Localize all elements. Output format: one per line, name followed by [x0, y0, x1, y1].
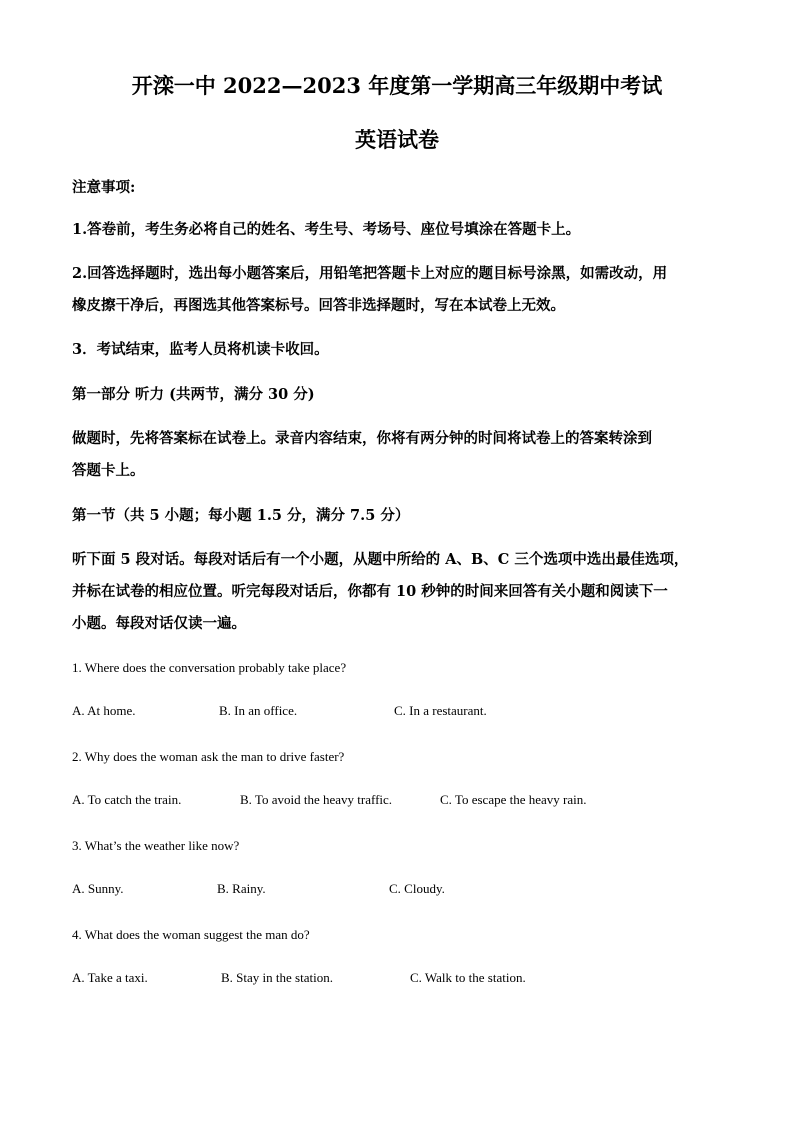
- section1-heading: 第一节（共 5 小题；每小题 1.5 分，满分 7.5 分）: [72, 507, 410, 524]
- question-2-option-c: C. To escape the heavy rain.: [440, 792, 587, 807]
- question-3-option-b: B. Rainy.: [217, 881, 266, 896]
- question-3-option-a: A. Sunny.: [72, 881, 124, 896]
- notice-item-1: 1.答卷前，考生务必将自己的姓名、考生号、考场号、座位号填涂在答题卡上。: [72, 221, 581, 238]
- question-1-stem: 1. Where does the conversation probably take place?: [72, 660, 347, 675]
- question-4-option-a: A. Take a taxi.: [72, 970, 148, 985]
- question-4-option-b: B. Stay in the station.: [221, 970, 333, 985]
- question-3-stem: 3. What’s the weather like now?: [72, 838, 240, 853]
- exam-title: 开滦一中 2022—2023 年度第一学期高三年级期中考试: [131, 73, 663, 98]
- section1-instruction-line-1: 听下面 5 段对话。每段对话后有一个小题，从题中所给的 A、B、C 三个选项中选出最佳选项，: [72, 551, 689, 568]
- exam-subtitle: 英语试卷: [355, 127, 439, 152]
- notice-item-3: 3．考试结束，监考人员将机读卡收回。: [72, 341, 329, 358]
- section1-instruction-line-2: 并标在试卷的相应位置。听完每段对话后，你都有 10 秒钟的时间来回答有关小题和阅读下一: [72, 583, 668, 600]
- question-4-stem: 4. What does the woman suggest the man do?: [72, 927, 310, 942]
- notice-item-2-line-1: 2.回答选择题时，选出每小题答案后，用铅笔把答题卡上对应的题目标号涂黑，如需改动，用: [72, 265, 668, 282]
- question-1-option-a: A. At home.: [72, 703, 136, 718]
- part1-instruction-line-1: 做题时，先将答案标在试卷上。录音内容结束，你将有两分钟的时间将试卷上的答案转涂到: [72, 430, 652, 447]
- question-2-stem: 2. Why does the woman ask the man to drive faster?: [72, 749, 345, 764]
- notice-heading: 注意事项:: [72, 179, 136, 196]
- part1-heading: 第一部分 听力 (共两节，满分 30 分): [72, 386, 315, 403]
- notice-item-2-line-2: 橡皮擦干净后，再图选其他答案标号。回答非选择题时，写在本试卷上无效。: [72, 297, 565, 314]
- question-2-option-b: B. To avoid the heavy traffic.: [240, 792, 393, 807]
- question-3-option-c: C. Cloudy.: [389, 881, 445, 896]
- question-1-option-b: B. In an office.: [219, 703, 298, 718]
- section1-instruction-line-3: 小题。每段对话仅读一遍。: [72, 615, 246, 632]
- part1-instruction-line-2: 答题卡上。: [72, 462, 145, 479]
- question-1-option-c: C. In a restaurant.: [394, 703, 487, 718]
- question-4-option-c: C. Walk to the station.: [410, 970, 526, 985]
- question-2-option-a: A. To catch the train.: [72, 792, 182, 807]
